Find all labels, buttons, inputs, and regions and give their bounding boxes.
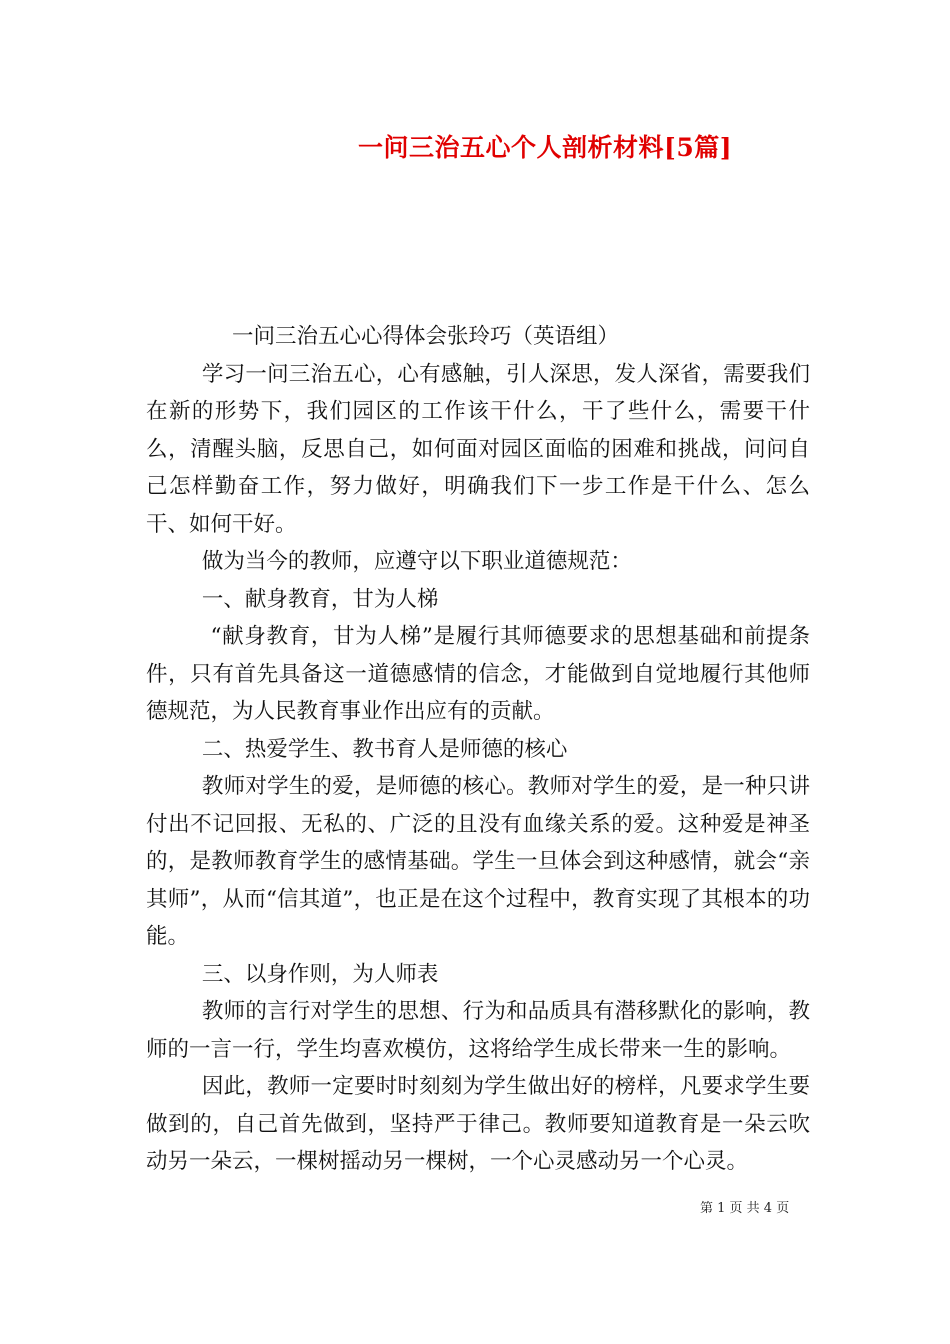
paragraph: “献身教育，甘为人梯”是履行其师德要求的思想基础和前提条件，只有首先具备这一道德感情的信念，才能做到自觉地履行其他师德规范，为人民教育事业作出应有的贡献。 [146, 624, 810, 724]
document-title: 一问三治五心个人剖析材料[5篇] [358, 133, 733, 162]
section-heading: 二、热爱学生、教书育人是师德的核心 [201, 736, 568, 762]
section-heading: 一、献身教育，甘为人梯 [201, 586, 439, 612]
document-subtitle: 一问三治五心心得体会张玲巧（英语组） [232, 324, 620, 349]
paragraph: 做为当今的教师，应遵守以下职业道德规范： [201, 549, 632, 574]
document-body [146, 318, 810, 1181]
paragraph: 教师对学生的爱，是师德的核心。教师对学生的爱，是一种只讲付出不记回报、无私的、广泛的且没有血缘关系的爱。这种爱是神圣的，是教师教育学生的感情基础。学生一旦体会到这种感情，就会“亲其师”，从而“信其道”，也正是在这个过程中，教育实现了其根本的功能。 [146, 774, 810, 949]
section-heading: 三、以身作则，为人师表 [201, 961, 439, 987]
paragraph: 学习一问三治五心，心有感触，引人深思，发人深省，需要我们在新的形势下，我们园区的工作该干什么，干了些什么，需要干什么，清醒头脑，反思自己，如何面对园区面临的困难和挑战，问问自己怎样勤奋工作，努力做好，明确我们下一步工作是干什么、怎么干、如何干好。 [146, 361, 810, 537]
page-number-footer: 第 1 页 共 4 页 [700, 1201, 790, 1216]
paragraph: 教师的言行对学生的思想、行为和品质具有潜移默化的影响，教师的一言一行，学生均喜欢模仿，这将给学生成长带来一生的影响。 [146, 999, 810, 1062]
paragraph: 因此，教师一定要时时刻刻为学生做出好的榜样，凡要求学生要做到的，自己首先做到，坚持严于律己。教师要知道教育是一朵云吹动另一朵云，一棵树摇动另一棵树，一个心灵感动另一个心灵。 [146, 1074, 810, 1174]
